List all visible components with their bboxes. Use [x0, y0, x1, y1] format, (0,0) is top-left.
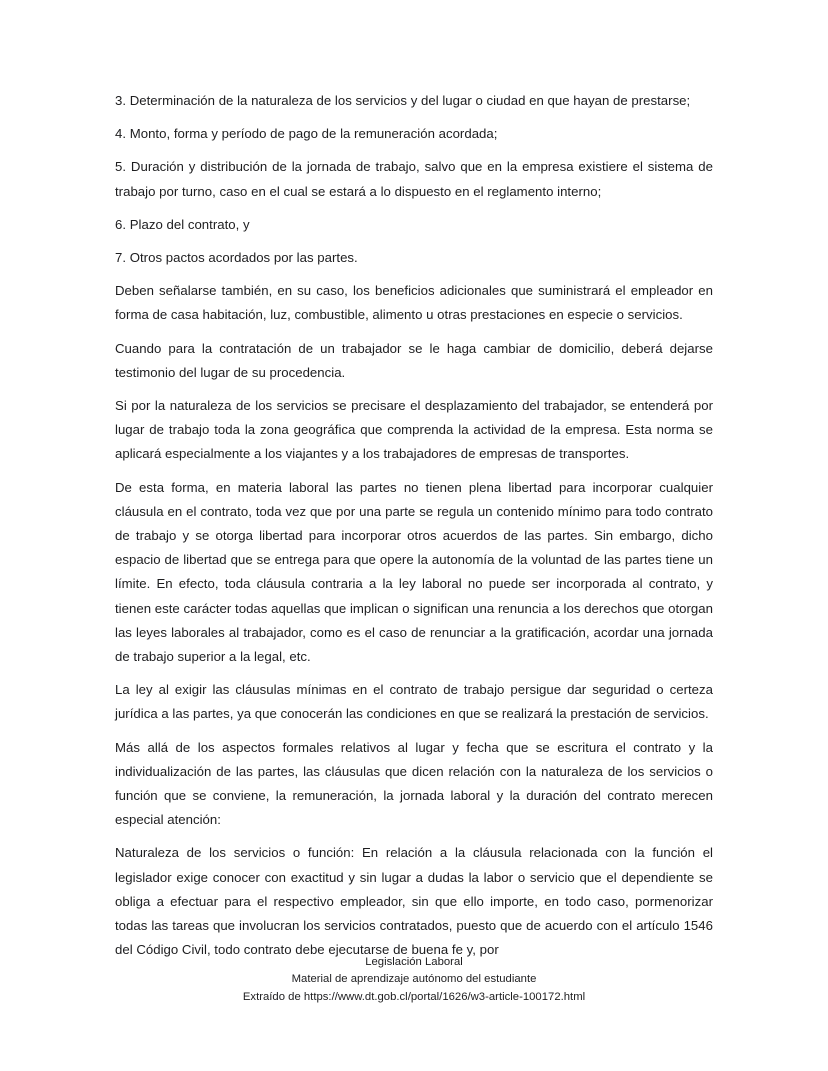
footer-course-title: Legislación Laboral	[365, 956, 463, 968]
document-body	[115, 89, 713, 963]
footer-subtitle: Material de aprendizaje autónomo del estudiante	[291, 973, 537, 986]
paragraph: 5. Duración y distribución de la jornada de trabajo, salvo que en la empresa existiere el sistema de trabajo por turno, caso en el cual se estará a lo dispuesto en el reglamento interno;	[115, 159, 713, 199]
page-footer	[0, 954, 828, 1006]
footer-source-url: Extraído de https://www.dt.gob.cl/portal/1626/w3-article-100172.html	[242, 990, 586, 1003]
paragraph: Cuando para la contratación de un trabajador se le haga cambiar de domicilio, deberá dejarse testimonio del lugar de su procedencia.	[115, 340, 713, 380]
paragraph: 7. Otros pactos acordados por las partes.	[115, 250, 358, 266]
paragraph: 4. Monto, forma y período de pago de la remuneración acordada;	[115, 126, 498, 142]
paragraph: Más allá de los aspectos formales relativos al lugar y fecha que se escritura el contrato y la individualización de las partes, las cláusulas que dicen relación con la naturaleza de los servicios o función que se conviene, la remuneración, la jornada laboral y la duración del contrato merecen especial atención:	[115, 739, 713, 828]
paragraph: 6. Plazo del contrato, y	[115, 216, 250, 232]
paragraph: 3. Determinación de la naturaleza de los servicios y del lugar o ciudad en que hayan de prestarse;	[115, 93, 691, 108]
paragraph: Deben señalarse también, en su caso, los beneficios adicionales que suministrará el empleador en forma de casa habitación, luz, combustible, alimento u otras prestaciones en especie o servicios.	[115, 283, 713, 323]
paragraph: Naturaleza de los servicios o función: En relación a la cláusula relacionada con la función el legislador exige conocer con exactitud y sin lugar a dudas la labor o servicio que el dependiente se obliga a efectuar para el respectivo empleador, sin que ello importe, en todo caso, pormenorizar todas las tareas que involucran los servicios contratados, puesto que de acuerdo con el artículo 1546 del Código Civil, todo contrato debe ejecutarse de buena fe y, por	[115, 845, 713, 958]
paragraph: De esta forma, en materia laboral las partes no tienen plena libertad para incorporar cualquier cláusula en el contrato, toda vez que por una parte se regula un contenido mínimo para todo contrato de trabajo y se otorga libertad para incorporar otros acuerdos de las partes. Sin embargo, dicho espacio de libertad que se entrega para que opere la autonomía de la voluntad de las partes tiene un límite. En efecto, toda cláusula contraria a la ley laboral no puede ser incorporada al contrato, y tienen este carácter todas aquellas que implican o significan una renuncia a los derechos que otorgan las leyes laborales al trabajador, como es el caso de renunciar a la gratificación, acordar una jornada de trabajo superior a la legal, etc.	[115, 479, 713, 665]
paragraph: Si por la naturaleza de los servicios se precisare el desplazamiento del trabajador, se entenderá por lugar de trabajo toda la zona geográfica que comprenda la actividad de la empresa. Esta norma se aplicará especialmente a los viajantes y a los trabajadores de empresas de transportes.	[115, 398, 713, 462]
paragraph: La ley al exigir las cláusulas mínimas en el contrato de trabajo persigue dar seguridad o certeza jurídica a las partes, ya que conocerán las condiciones en que se realizará la prestación de servicios.	[115, 682, 713, 722]
